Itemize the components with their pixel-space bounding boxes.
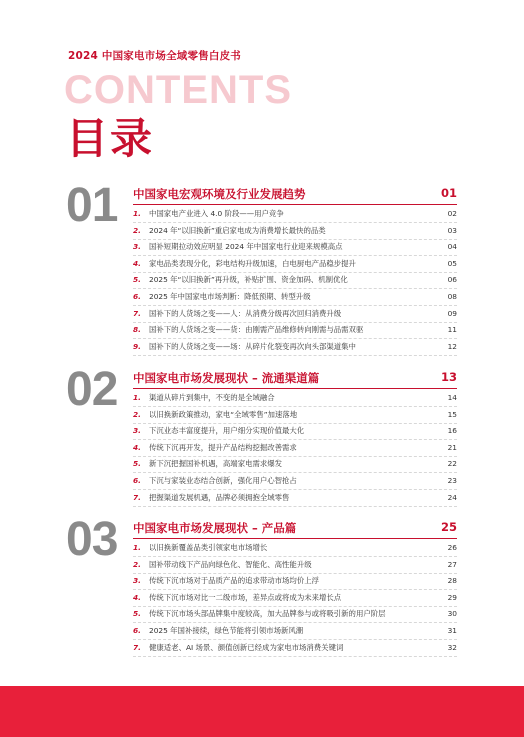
- entry-page-number: 09: [447, 308, 457, 318]
- section-page-number: 01: [440, 186, 457, 200]
- entry-text: 把握渠道发展机遇，品牌必须拥抱全域零售: [149, 492, 290, 502]
- entry-text: 国补下的人货场之变——人：从消费分级再次回归消费升级: [149, 308, 342, 318]
- entry-index: 6.: [133, 292, 141, 301]
- entry-text: 2024 年“以旧换新”重启家电成为消费增长最快的品类: [149, 225, 326, 235]
- entry-text: 下沉业态丰富度提升，用户细分实现价值最大化: [149, 426, 305, 436]
- section-page-number: 25: [440, 520, 457, 534]
- entry-index: 3.: [133, 426, 141, 436]
- entry-text: 国补下的人货场之变——场：从碎片化裂变再次向头部渠道集中: [149, 341, 356, 351]
- entry-index: 2.: [133, 559, 141, 569]
- entry-index: 4.: [133, 592, 141, 602]
- section-number: 01: [66, 179, 118, 232]
- entry-index: 5.: [133, 459, 141, 469]
- toc-entry[interactable]: [133, 640, 457, 656]
- contents-heading: CONTENTS: [64, 68, 292, 112]
- toc-entry[interactable]: [133, 206, 457, 222]
- entry-page-number: 02: [447, 209, 457, 218]
- section-number: 02: [66, 363, 118, 416]
- entry-index: 2.: [133, 409, 141, 419]
- toc-entry[interactable]: [133, 272, 457, 288]
- footer-band: [0, 686, 524, 737]
- toc-entry[interactable]: [133, 322, 457, 338]
- entry-divider: [133, 656, 457, 657]
- toc-entry[interactable]: [133, 490, 457, 506]
- entry-index: 9.: [133, 341, 141, 351]
- section-title[interactable]: 中国家电宏观环境及行业发展趋势: [133, 187, 306, 201]
- toc-entry[interactable]: [133, 339, 457, 355]
- entry-page-number: 03: [447, 225, 457, 235]
- entry-index: 3.: [133, 576, 141, 586]
- entry-text: 家电品类表现分化，彩电结构升级加速，白电厨电产品稳步提升: [149, 258, 356, 268]
- entry-text: 国补短期拉动效应明显 2024 年中国家电行业迎来规模高点: [149, 242, 343, 252]
- entry-divider: [133, 355, 457, 356]
- toc-entry[interactable]: [133, 407, 457, 423]
- entry-divider: [133, 506, 457, 507]
- entry-index: 5.: [133, 275, 141, 285]
- entry-text: 传统下沉市场头部品牌集中度较高，加大品牌参与或将吸引新的用户阶层: [149, 609, 386, 619]
- toc-entry[interactable]: [133, 306, 457, 322]
- entry-index: 1.: [133, 543, 141, 552]
- entry-page-number: 14: [447, 393, 457, 402]
- entry-page-number: 30: [447, 609, 457, 619]
- entry-text: 传统下沉市场对于品质产品的追求带动市场均价上浮: [149, 576, 319, 586]
- entry-text: 国补带动线下产品向绿色化、智能化、高性能升级: [149, 559, 312, 569]
- entry-text: 健康适老、AI 场景、颜值创新已经成为家电市场消费关键词: [149, 642, 344, 652]
- entry-page-number: 24: [447, 492, 457, 502]
- toc-entry[interactable]: [133, 256, 457, 272]
- mulu-heading: 目录: [66, 114, 155, 163]
- section-title[interactable]: 中国家电市场发展现状 – 流通渠道篇: [133, 371, 320, 385]
- entry-index: 6.: [133, 476, 141, 485]
- doc-title: 2024 中国家电市场全域零售白皮书: [68, 50, 241, 62]
- toc-entry[interactable]: [133, 423, 457, 439]
- section-title[interactable]: 中国家电市场发展现状 – 产品篇: [133, 521, 297, 535]
- entry-page-number: 31: [447, 626, 457, 635]
- entry-text: 国补下的人货场之变——货：由刚需产品维修转向刚需与品需双驱: [149, 325, 364, 335]
- entry-text: 传统下沉市场对比一二级市场，差异点或将成为未来增长点: [149, 592, 342, 602]
- toc-entry[interactable]: [133, 573, 457, 589]
- entry-page-number: 22: [447, 459, 457, 469]
- entry-text: 2025 年中国家电市场判断：降低预期、转型升级: [149, 292, 311, 301]
- entry-text: 下沉与家装业态结合创新，强化用户心智抢占: [149, 476, 297, 485]
- section-divider: [133, 388, 457, 389]
- entry-page-number: 11: [447, 325, 457, 335]
- entry-index: 3.: [133, 242, 141, 252]
- entry-index: 6.: [133, 626, 141, 635]
- toc-entry[interactable]: [133, 540, 457, 556]
- entry-text: 新下沉把握国补机遇，高端家电需求爆发: [149, 459, 283, 469]
- entry-page-number: 06: [447, 275, 457, 285]
- entry-text: 渠道从碎片到集中，不变的是全域融合: [149, 393, 275, 402]
- toc-entry[interactable]: [133, 473, 457, 489]
- toc-entry[interactable]: [133, 606, 457, 622]
- entry-index: 5.: [133, 609, 141, 619]
- entry-page-number: 04: [447, 242, 457, 252]
- toc-entry[interactable]: [133, 239, 457, 255]
- toc-entry[interactable]: [133, 623, 457, 639]
- entry-index: 7.: [133, 492, 141, 502]
- entry-text: 以旧换新政策推动，家电“全域零售”加速落地: [149, 409, 298, 419]
- entry-text: 2025 年国补接续，绿色节能将引领市场新风潮: [149, 626, 304, 635]
- section-page-number: 13: [440, 370, 457, 384]
- entry-page-number: 12: [447, 341, 457, 351]
- entry-page-number: 16: [447, 426, 457, 436]
- entry-page-number: 08: [447, 292, 457, 301]
- entry-index: 4.: [133, 258, 141, 268]
- entry-page-number: 28: [447, 576, 457, 586]
- entry-page-number: 32: [447, 642, 457, 652]
- entry-page-number: 27: [447, 559, 457, 569]
- entry-index: 1.: [133, 209, 141, 218]
- entry-index: 1.: [133, 393, 141, 402]
- entry-page-number: 05: [447, 258, 457, 268]
- toc-entry[interactable]: [133, 590, 457, 606]
- toc-entry[interactable]: [133, 289, 457, 305]
- entry-text: 中国家电产业进入 4.0 阶段——用户竞争: [149, 209, 284, 218]
- entry-index: 7.: [133, 308, 141, 318]
- section-number: 03: [66, 513, 118, 566]
- entry-index: 2.: [133, 225, 141, 235]
- entry-page-number: 23: [447, 476, 457, 485]
- section-divider: [133, 204, 457, 205]
- toc-entry[interactable]: [133, 390, 457, 406]
- entry-page-number: 15: [447, 409, 457, 419]
- entry-text: 以旧换新覆盖品类引领家电市场增长: [149, 543, 268, 552]
- entry-text: 传统下沉再开发，提升产品结构挖掘改善需求: [149, 442, 297, 452]
- entry-page-number: 26: [447, 543, 457, 552]
- toc-entry[interactable]: [133, 440, 457, 456]
- entry-text: 2025 年“以旧换新”再升级，补贴扩围、资金加码、机制优化: [149, 275, 348, 285]
- entry-page-number: 21: [447, 442, 457, 452]
- toc-entry[interactable]: [133, 557, 457, 573]
- entry-page-number: 29: [447, 592, 457, 602]
- entry-index: 7.: [133, 642, 141, 652]
- entry-index: 8.: [133, 325, 141, 335]
- toc-entry[interactable]: [133, 456, 457, 472]
- toc-entry[interactable]: [133, 223, 457, 239]
- entry-index: 4.: [133, 442, 141, 452]
- section-divider: [133, 538, 457, 539]
